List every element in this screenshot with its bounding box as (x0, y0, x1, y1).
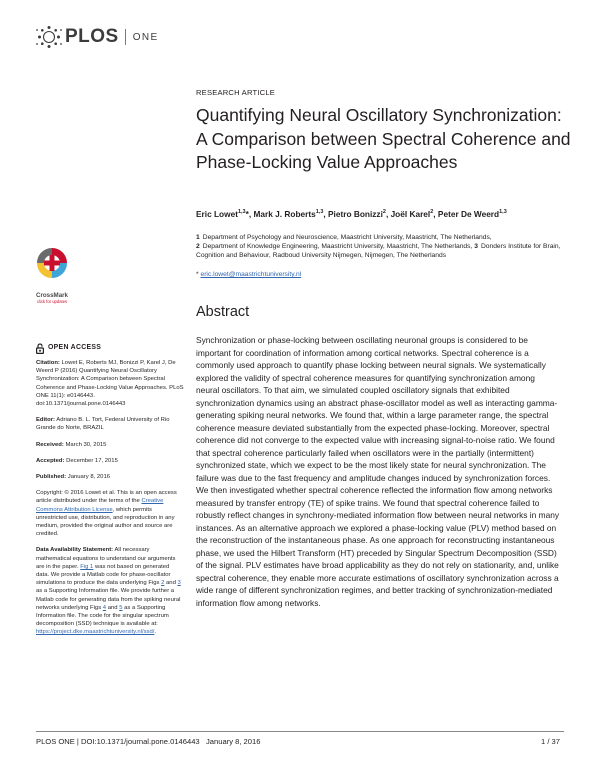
crossmark-icon (35, 246, 69, 286)
footer-divider (36, 731, 564, 732)
fig5-link[interactable]: 5 (119, 604, 123, 611)
article-sidebar (36, 343, 184, 645)
crossmark-badge[interactable] (30, 246, 74, 304)
page-number: 1 / 37 (541, 737, 560, 746)
email-link[interactable]: eric.lowet@maastrichtuniversity.nl (200, 271, 302, 278)
affiliation: 3 Donders Institute for Brain, Cognition and Behaviour, Radboud University Nijmegen, Nijmegen, The Netherlands (196, 243, 561, 260)
fig2-link[interactable]: 2 (161, 580, 165, 587)
logo-divider (125, 29, 126, 45)
plos-dots-icon (36, 25, 62, 49)
published-date: Published: January 8, 2016 (36, 474, 110, 481)
abstract-body: Synchronization or phase-locking between oscillating neuronal groups is considered to be important for coordination of information among cortical networks. Spectral coherence is a commonly used approach to quantify phase locking between neural signals. We systematically explored the validity of spectral coherence measures for quantifying synchronization among neural oscillators. To that aim, we simulated coupled oscillatory signals that exhibited synchronization dynamics using an abstract phase-oscillator model as well as interacting gamma-generating spiking neural networks. We found that, within a large parameter range, the spectral coherence measure deviated substantially from the expected phase-locking. Moreover, spectral coherence did not converge to the expected value with increasing signal-to-noise ratio. We found that spectral coherence particularly failed when oscillators were in the partially (intermittent) synchronized state, which we expect to be the most likely state for neural synchronization. The failure was due to the fast frequency and amplitude changes induced by synchronization forces. We then investigated whether spectral coherence reflected the information flow among networks measured by transfer entropy (TE) of spike trains. We found that spectral coherence failed to robustly reflect changes in synchrony-mediated information flow between neural networks in many instances. As an alternative approach we explored a phase-locking value (PLV) method based on the reconstruction of the instantaneous phase. As one approach for reconstructing instantaneous phase, we used the Hilbert Transform (HT) preceded by Singular Spectrum Decomposition (SSD) of the signal. PLV estimates have broad applicability as they do not rely on stationarity, and, unlike spectral coherence, they enable more accurate estimations of oscillatory synchronization across a wide range of different synchronization regimes, and better tracking of synchronization-mediated information flow among networks. (196, 335, 560, 608)
author[interactable]: Pietro Bonizzi$^2$ (328, 209, 386, 219)
fig4-link[interactable]: 4 (102, 604, 107, 611)
crossmark-label: CrossMark (36, 292, 68, 299)
editor: Editor: Adriano B. L. Tort, Federal University of Rio Grande do Norte, BRAZIL (36, 417, 170, 432)
article-title: Quantifying Neural Oscillatory Synchronization: A Comparison between Spectral Coherence and Phase-Locking Value Approaches (196, 105, 571, 172)
correspondence: * eric.lowet@maastrichtuniversity.nl (196, 271, 302, 278)
author[interactable]: Peter De Weerd$^{1,3}$ (437, 209, 507, 219)
data-availability: Data Availability Statement: All necessary mathematical equations to understand our arguments are in the paper. Fig 1 was not based on generated data. We provide a Matlab code for phase-oscillator simulations to produce the data underlying Figs 2 and 3 as a Supporting Information file. We provide further a Matlab code for generating data from the spiking neural networks underlying Figs 4 and 5 as a Supporting Information file. The code for the singular spectrum decomposition (SSD) technique is available at: https://project.dke.maastrichtuniversity.nl/ssd/. (36, 547, 181, 636)
crossmark-sub: click for updates (36, 299, 68, 304)
journal-name: ONE (132, 31, 159, 43)
publisher-name: PLOS (65, 26, 119, 47)
citation: Citation: Lowet E, Roberts MJ, Bonizzi P, Karel J, De Weerd P (2016) Quantifying Neural Oscillatory Synchronization: A Comparison between Spectral Coherence and Phase-Locking Value Approaches. PLoS ONE 11(1): e0146443. doi:10.1371/journal.pone.0146443 (36, 360, 184, 408)
affiliation: 2 Department of Knowledge Engineering, Maastricht University, Maastricht, The Netherlands, (196, 243, 473, 251)
footer-citation: PLOS ONE | DOI:10.1371/journal.pone.0146443 January 8, 2016 (36, 737, 261, 746)
abstract-heading: Abstract (196, 304, 250, 320)
received-date: Received: March 30, 2015 (36, 441, 107, 448)
fig1-link[interactable]: Fig 1 (80, 563, 94, 570)
affiliation: 1 Department of Psychology and Neuroscience, Maastricht University, Maastricht, The Netherlands, (196, 234, 492, 241)
copyright: Copyright: © 2016 Lowet et al. This is an open access article distributed under the terms of the Creative Commons Attribution License, which permits unrestricted use, distribution, and reproduction in any medium, provided the original author and source are credited. (36, 490, 177, 538)
article-type: RESEARCH ARTICLE (196, 88, 276, 97)
accepted-date: Accepted: December 17, 2015 (36, 457, 118, 464)
author[interactable]: Joël Karel$^2$ (390, 209, 434, 219)
plos-logo (36, 24, 159, 50)
author[interactable]: Eric Lowet$^{1,3}$* (196, 209, 249, 219)
license-link[interactable]: Creative Commons Attribution License (36, 498, 164, 513)
author[interactable]: Mark J. Roberts$^{1,3}$ (253, 209, 324, 219)
author-list: Eric Lowet$^{1,3}$*, Mark J. Roberts$^{1,3}$, Pietro Bonizzi$^2$, Joël Karel$^2$, Peter De Weerd$^{1,3}$ (196, 209, 507, 219)
open-lock-icon (36, 343, 44, 354)
ssd-url-link[interactable]: https://project.dke.maastrichtuniversity.nl/ssd/ (36, 629, 155, 636)
affiliations (196, 233, 566, 261)
open-access-badge: OPEN ACCESS (36, 343, 184, 354)
fig3-link[interactable]: 3 (177, 580, 181, 587)
